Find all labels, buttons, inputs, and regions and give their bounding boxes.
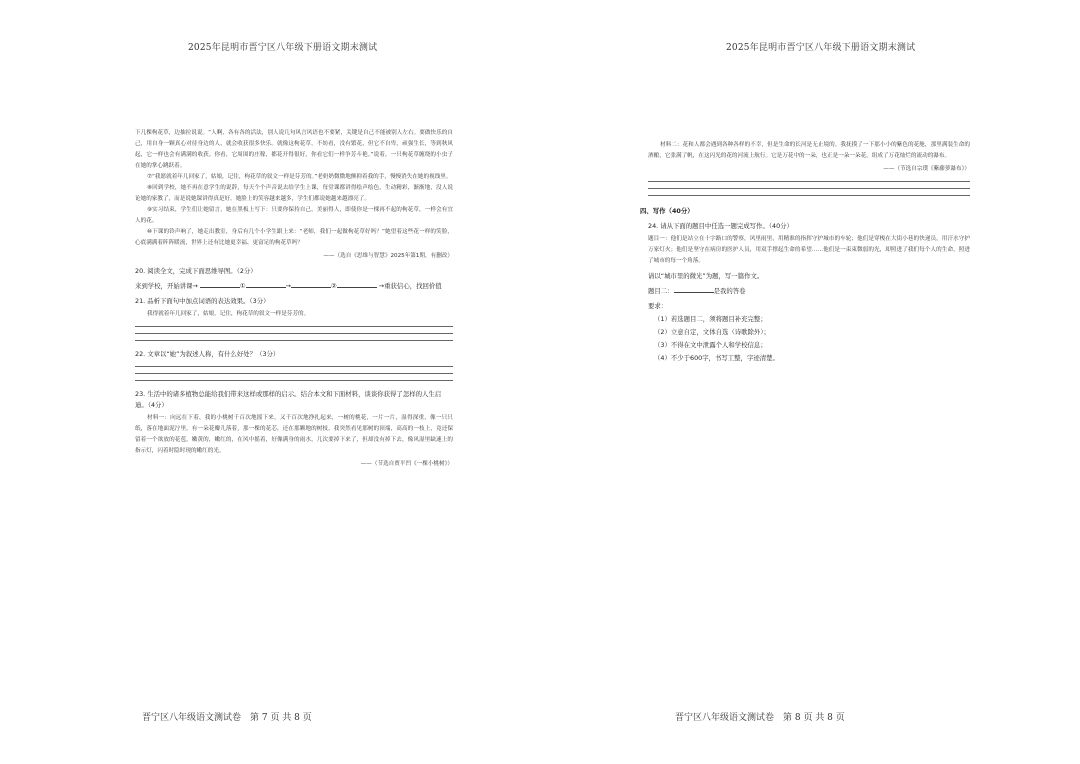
topic-1-prompt: 请以“城市里的微光”为题，写一篇作文。 [648,272,764,280]
topic-2-suffix: 是我的答卷 [713,287,746,295]
flow-mark-2: ② [331,282,337,290]
answer-line[interactable] [135,333,453,334]
answer-line[interactable] [648,181,970,182]
question-22: 22. 文章以“她”为叙述人称，有什么好处？（3分） [135,350,280,358]
page-header: 2025年昆明市晋宁区八年级下册语文期末测试 [188,43,378,53]
question-23: 23. 生活中的诸多植物总能给我们带来这样或那样的启示。结合本文和下面材料，谈谈你获得了怎样的人生启迪。（4分） [135,390,442,409]
answer-line[interactable] [648,195,970,196]
material-1-source: ——（节选自贾平凹《一棵小桃树》） [360,461,453,467]
answer-blank-1b[interactable] [246,281,286,288]
page-content [640,140,970,366]
flow-mark-1: ① [239,282,246,290]
passage-source: ——（选自《思维与智慧》2025年第1期，有删改） [323,253,453,259]
topic-1: 题目一：他们是站立在十字路口的警察，风里雨里，用精准的指挥守护城市的车轮；他们是穿梭在大街小巷的快递员，用汗水守护万家灯火；他们是坚守在病房的医护人员，用双手撑起生命的希望……他们是一束束微弱的光，却照进了我们每个人的生命，照进了城市的每一个角落。 [648,236,970,264]
page-header: 2025年昆明市晋宁区八年级下册语文期末测试 [726,43,916,53]
question-21: 21. 品析下面句中加点词语的表达效果。（3分） [135,297,270,305]
topic-2 [648,286,970,297]
answer-line[interactable] [135,366,453,367]
topic-2-prefix: 题目二： [648,287,674,295]
page-footer: 晋宁区八年级语文测试卷 第 7 页 共 8 页 [142,713,312,723]
material-2: 材料二：花和人都会遇到各种各样的不幸，但是生命的长河是无止境的。我抚摸了一下那小小的紫色的花舱，那里满装生命的酒酿，它张满了帆，在这闪光的花的河流上航行。它是万花中的一朵，也正是一朵一朵花，组成了万花灿烂的流动的瀑布。 [648,142,970,159]
passage-paragraph: 下几棵枸花草，边抽拉说说。“人啊，各有各的活法，别人说几句风言风语也不要紧，关键是自己不能被别人左右。要做快乐的自己，用自身一颗真心对待身边的人，就会收获很多快乐。就像这枸花草，不妨看，没有繁花，但它不自卑，顽强生长，等到秋风起，它一样也会有满满的收获。你看，它周围的庄稼，都花开得很好，你看它们一样争芳斗艳。”说着，一只枸花草缠绕的小虫子在她的掌心跳跃着。 [135,130,453,169]
page-content [135,128,453,474]
flow-end: →重获信心，找回价值 [378,282,442,290]
answer-blank-1[interactable] [200,281,240,288]
requirement-item: （3）不得在文中泄露个人和学校信息； [654,341,767,349]
passage-paragraph: ⑨实习结束，学生们让她留言，她在黑板上写下：只要你保持自己，美丽得人，即使你是一棵再不起的枸花草，一样会有宜人的花。 [135,207,453,224]
answer-line[interactable] [135,326,453,327]
answer-line[interactable] [648,188,970,189]
passage-paragraph: ⑩下课的铃声响了，她走出教室，身后有几个小学生跟上来：“老师，我们一起做枸花草好吗？”她望着这些花一样的笑脸，心底满满着阵阵暖流，世界上还有比她更幸福、更富足的枸花草吗？ [135,229,453,246]
requirement-item: （1）若选题目二，须将题目补充完整； [654,315,767,323]
question-20: 20. 阅读全文，完成下面思维导图。（2分） [135,267,257,275]
requirement-item: （2）立意自定，文体自选（诗歌除外）； [654,328,770,336]
question-20-flow: 来到学校，开始讲课→ ① → ② →重获信心，找回价值 [135,282,442,290]
material-1: 材料一：向远在下着，我的小桃树千百次地摇下来，又千百次地挣扎起来，一树的桃花，一片一片，湿得深重，像一只只纸，落在地面泥泞里，有一朵花瓣儿落着，那一棵的花芯，还在那颗地的树枝，我突然看见那树的顶端，高高的一枝上，竟还保留着一个欲放的花苞，嫩黄的，嫩红的，在风中摇着，好像满身的雨水，几次要掉下来了，但却没有掉下去，像风湿里缺速上的指示灯，闪着时隐时现的嫩红的光。 [135,415,453,454]
topic-2-blank[interactable] [674,286,714,293]
answer-line[interactable] [135,380,453,381]
question-24: 24. 请从下面的题目中任选一题完成写作。（40分） [648,222,793,230]
flow-start: 来到学校，开始讲课→ [135,282,198,290]
exam-page-8 [540,0,1080,764]
page-footer: 晋宁区八年级语文测试卷 第 8 页 共 8 页 [675,713,845,723]
requirements-title: 要求： [648,302,668,310]
answer-line[interactable] [135,373,453,374]
question-21-sentence: 我得就着年几回家了，姑娘，记住，枸花草的叙文一样是芬芳的。 [147,311,310,317]
requirement-item: （4）不少于600字，书写工整，字迹清楚。 [654,354,779,362]
section-writing-title: 四、写作（40分） [640,207,694,215]
material-2-source: ——（节选自宗璞《紫藤萝瀑布》） [883,166,970,172]
passage-paragraph: ⑦“我愿就着年几回家了，姑娘，记住，枸花草的叙文一样是芬芳的。”老奶奶微微地颤抑着我的手，慢慢消失在她的视线里。 [147,174,452,180]
answer-blank-2[interactable] [291,281,331,288]
passage-paragraph: ⑧回到学校，她不再在意学生的说辞，每天个个声音说去给学生上课，每堂课都讲得绘声绘色，生动精彩，渐渐地，没人说论她的家教了，而是说她课讲得真是好。她脸上的笑容越来越多，学生们都说她越来越漂亮了。 [135,185,453,202]
answer-blank-2b[interactable] [337,281,377,288]
answer-line[interactable] [135,340,453,341]
